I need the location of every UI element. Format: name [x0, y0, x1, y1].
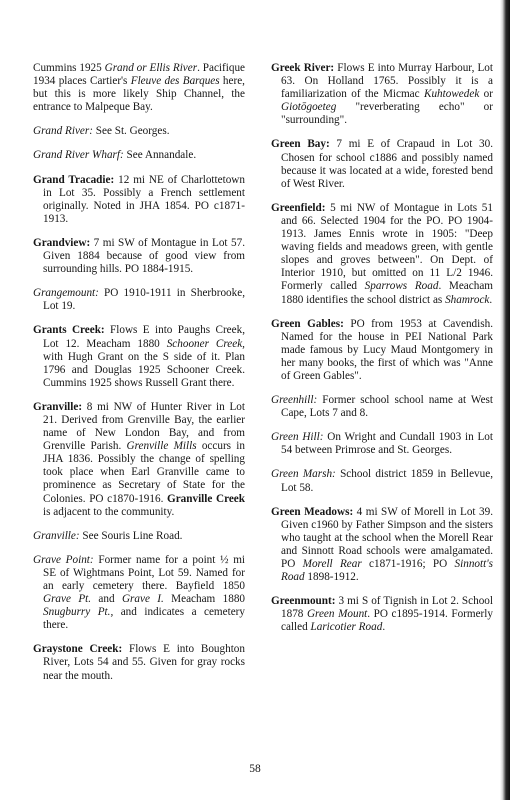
italic-name: Kuhtowedek [423, 88, 480, 101]
entry-grandview [33, 237, 245, 276]
entry-text: Flows E into Murray Harbour, Lot 63. On Holland 1765. Possibly it is a familiarization of the Micmac [281, 62, 493, 101]
entry-text: Meacham 1880 [163, 593, 246, 606]
entry-headword: Greenfield: [271, 201, 326, 214]
entry-text: Former name for a point ½ mi SE of Wightmans Point, Lot 59. Named for an early cemetery there. Bayfield 1850 [43, 553, 246, 592]
entry-text: Former school school name at West Cape, Lots 7 and 8. [281, 394, 493, 420]
left-column [33, 62, 245, 694]
entry-text: and [91, 593, 122, 606]
entry-headword: Granville: [33, 400, 83, 413]
entry-text: 7 mi E of Crapaud in Lot 30. Chosen for school c1886 and possibly named because it was located at a wide, forested bend of West River. [281, 138, 493, 190]
entry-cont [33, 62, 245, 114]
entry-text: . Meacham 1880 identifies the school district as [281, 280, 493, 306]
entry-text: PO 1910-1911 in Sherbrooke, Lot 19. [43, 287, 245, 313]
italic-name: Giotōgoeteg [281, 101, 337, 114]
entry-grand-tracadie [33, 174, 245, 226]
entry-grand-river-wharf [33, 149, 245, 162]
entry-green-hill [271, 431, 493, 457]
entry-text: Cummins 1925 [33, 62, 105, 74]
italic-name: Grave I. [121, 593, 164, 606]
italic-name: Morell Rear [302, 558, 362, 570]
entry-green-marsh [271, 468, 493, 494]
entry-grangemount [33, 287, 245, 313]
entry-text: 4 mi SW of Morell in Lot 39. Given c1960 by Father Simpson and the sisters who taught at the school when the Morell Rear and Sinnott Road schools were amalgamated. PO [281, 505, 493, 570]
entry-text: and indicates a cemetery there. [43, 606, 245, 632]
entry-headword: Grave Point: [33, 553, 94, 566]
entry-green-meadows [271, 506, 493, 585]
italic-name: Sinnott's Road [281, 558, 493, 584]
entry-text: with Hugh Grant on the S side of it. Plan 1796 and Douglas 1925 Schooner Creek. Cummins 1925 shows Russell Grant there. [43, 350, 245, 389]
entry-text: c1871-1916; PO [361, 558, 455, 570]
entry-grave-point [33, 554, 245, 633]
italic-name: Green Mount [306, 608, 368, 621]
entry-granville [33, 401, 245, 519]
italic-name: Shamrock [445, 293, 490, 306]
entry-greenmount [271, 595, 493, 634]
entry-text: 7 mi SW of Montague in Lot 57. Given 1884 because of good view from surrounding hills. PO 1884-1915. [43, 236, 245, 276]
entry-text: . Pacifique 1934 places Cartier's [33, 62, 245, 88]
italic-name: Grand or Ellis River [104, 62, 198, 74]
entry-headword: Green Gables: [271, 317, 344, 330]
entry-greenfield [271, 202, 493, 307]
entry-headword: Grand River: [33, 125, 93, 138]
entry-headword: Greek River: [271, 62, 335, 74]
entry-text: Flows E into Boughton River, Lots 54 and 55. Given for gray rocks near the mouth. [43, 643, 245, 682]
page-number: 58 [249, 763, 261, 775]
entry-grants-creek [33, 324, 245, 389]
entry-headword: Granville: [33, 529, 80, 542]
entry-greenhill [271, 394, 493, 420]
right-column [271, 62, 493, 645]
entry-headword: Grand Tracadie: [33, 173, 115, 186]
entry-green-gables [271, 318, 493, 383]
entry-graystone-creek [33, 643, 245, 682]
entry-headword: Greenmount: [271, 595, 336, 608]
entry-text: . [382, 621, 386, 634]
entry-text: Flows E into Paughs Creek, Lot 12. Meacham 1880 [43, 324, 245, 350]
entry-text: . [489, 293, 493, 306]
entry-text: 3 mi S of Tignish in Lot 2. School 1878 [281, 595, 493, 621]
entry-headword: Graystone Creek: [33, 643, 123, 656]
entry-text: "reverberating echo" or "surrounding". [281, 101, 493, 127]
entry-text: 5 mi NW of Montague in Lots 51 and 66. Selected 1904 for the PO. PO 1904-1913. James Ennis wrote in 1905: "Deep waving fields and meadows green, with gentle slopes and groves between". On Dept. of Interior 1910, but omitted on 11 L/2 1946. Formerly called [281, 201, 493, 293]
italic-name: Grenville Mills [126, 440, 197, 453]
entry-text: See Annandale. [123, 149, 197, 162]
entry-granville-souris [33, 530, 245, 543]
entry-headword: Green Bay: [271, 138, 330, 151]
italic-name: Sparrows Road [364, 280, 439, 293]
entry-text: School district 1859 in Bellevue, Lot 58. [281, 468, 493, 494]
italic-name: Fleuve des Barques [130, 75, 220, 88]
entry-headword: Green Hill: [271, 431, 324, 444]
entry-green-bay [271, 138, 493, 190]
entry-headword: Grand River Wharf: [33, 149, 124, 162]
entry-text: On Wright and Cundall 1903 in Lot 54 between Primrose and St. Georges. [281, 431, 494, 457]
entry-headword: Grangemount: [33, 287, 99, 300]
entry-text: 12 mi NE of Charlottetown in Lot 35. Possibly a French settlement originally. Noted in JHA 1854. PO c1871-1913. [43, 173, 245, 225]
italic-name: Snugburry Pt., [43, 606, 114, 619]
italic-name: Laricotier Road [310, 621, 383, 634]
entry-text: 1898-1912. [304, 571, 359, 584]
entry-headword: Grants Creek: [33, 324, 105, 337]
book-spine-shadow [500, 0, 510, 800]
entry-text: here, but this is more likely Ship Channel, the entrance to Malpeque Bay. [33, 75, 245, 114]
entry-headword: Green Meadows: [271, 505, 354, 518]
entry-greek-river [271, 62, 493, 127]
italic-name: Grave Pt. [43, 593, 92, 606]
entry-headword: Grandview: [33, 236, 91, 249]
entry-text: See St. Georges. [92, 125, 170, 138]
entry-text: . PO c1895-1914. Formerly called [281, 608, 493, 634]
entry-headword: Green Marsh: [271, 468, 336, 481]
entry-text: is adjacent to the community. [43, 505, 175, 518]
italic-name: Schooner Creek, [166, 337, 245, 350]
bold-name: Granville Creek [167, 492, 245, 505]
entry-text: occurs in JHA 1836. Possibly the change of spelling took place when Earl Granville came to prominence as Secretary of State for the Colonies. PO c1870-1916. [43, 440, 245, 505]
entry-text: PO from 1953 at Cavendish. Named for the house in PEI National Park made famous by Lucy Maud Montgomery in her many books, the first of which was "Anne of Green Gables". [281, 317, 493, 382]
entry-grand-river [33, 125, 245, 138]
entry-headword: Greenhill: [271, 394, 318, 407]
entry-text: 8 mi NW of Hunter River in Lot 21. Derived from Grenville Bay, the earlier name of New London Bay, and from Grenville Parish. [43, 400, 245, 453]
entry-text: See Souris Line Road. [79, 529, 183, 542]
entry-text: or [479, 88, 493, 101]
